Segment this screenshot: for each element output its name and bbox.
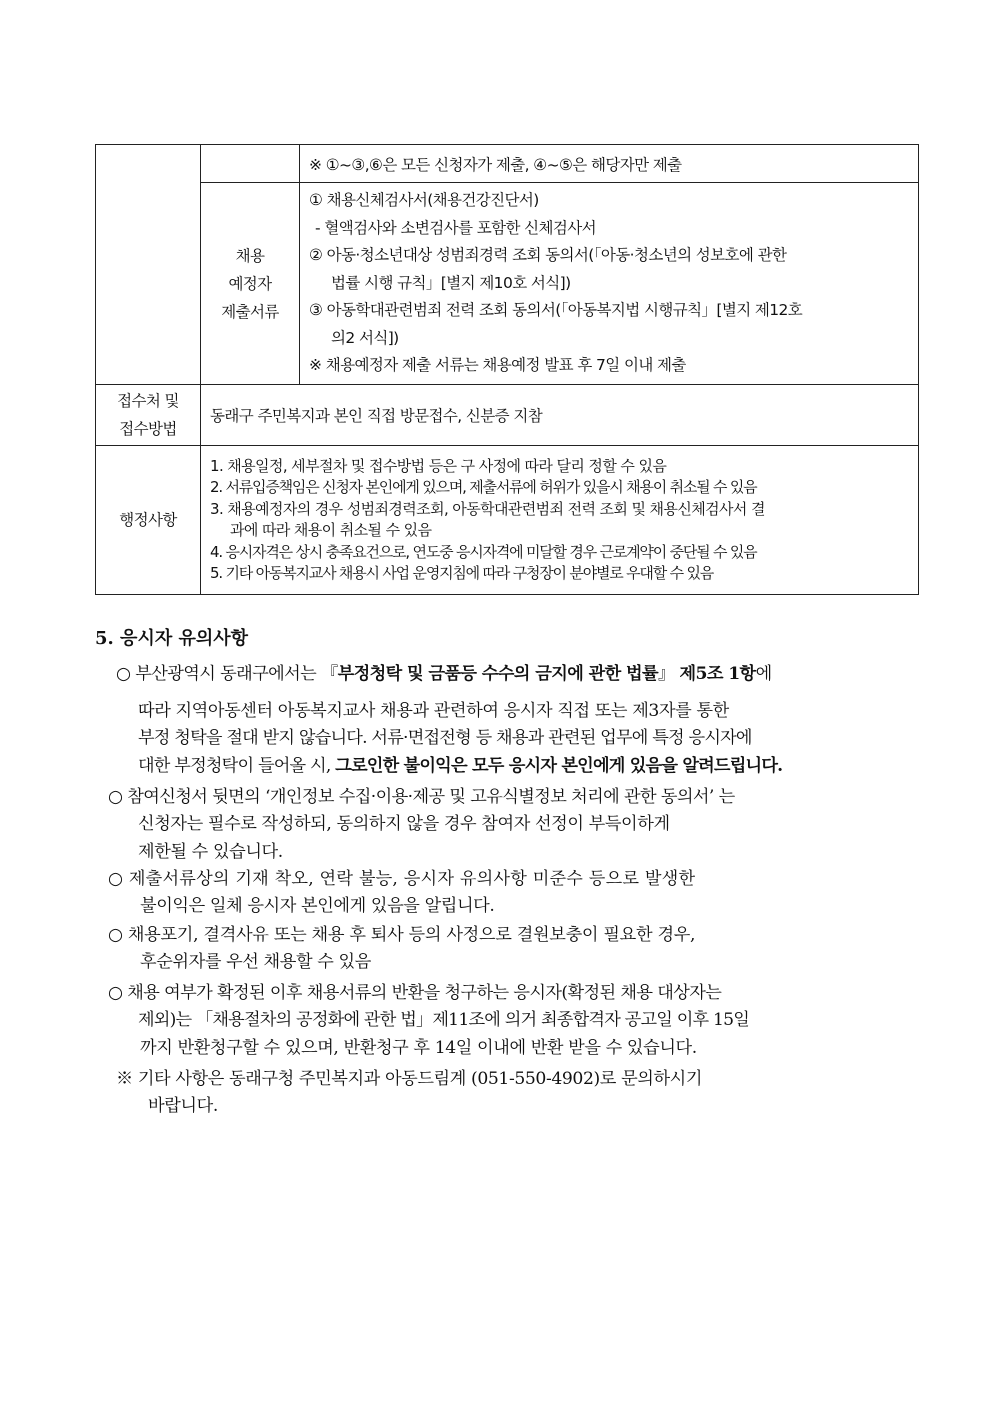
notice-paragraph-1 [116,661,772,688]
prospective-docs-header: 채용 예정자 제출서류 [201,183,300,385]
empty-category-cell [96,145,201,385]
notice-line: 후순위자를 우선 채용할 수 있음 [140,952,371,973]
notice-line: 바랍니다. [148,1096,218,1117]
notice-paragraph-2 [108,784,735,866]
prospective-docs-list [300,183,919,385]
notice-line: ○ 제출서류상의 기재 착오, 연락 불능, 응시자 유의사항 미준수 등으로 발생한 [108,869,696,889]
empty-subcategory-cell [201,145,300,183]
notice-paragraph-4 [108,922,695,977]
notice-line: 불이익은 일체 응시자 본인에게 있음을 알립니다. [140,896,495,917]
notice-paragraph-1-body [138,698,782,780]
reception-value: 동래구 주민복지과 본인 직접 방문접수, 신분증 지참 [201,385,919,446]
notice-line: ○ 부산광역시 동래구에서는 『부정청탁 및 금품등 수수의 금지에 관한 법률』 제5조 1항에 [116,664,772,684]
notice-line: 제외)는 「채용절차의 공정화에 관한 법」제11조에 의거 최종합격자 공고일 이후 15일 [138,1010,750,1031]
notice-line: 까지 반환청구할 수 있으며, 반환청구 후 14일 이내에 반환 받을 수 있습니다. [140,1037,697,1058]
admin-line: 2. 서류입증책임은 신청자 본인에게 있으며, 제출서류에 허위가 있을시 채용이 취소될 수 있음 [210,478,757,496]
reception-header: 접수처 및 접수방법 [96,385,201,446]
doc-line: ② 아동·청소년대상 성범죄경력 조회 동의서(「아동·청소년의 성보호에 관한 [309,246,787,265]
doc-line: ① 채용신체검사서(채용건강진단서) [309,191,539,210]
notice-paragraph-6 [116,1066,702,1121]
doc-line: 의2 서식]) [331,328,399,347]
notice-line: ○ 채용 여부가 확정된 이후 채용서류의 반환을 청구하는 응시자(확정된 채용 대상자는 [108,983,722,1003]
submission-note: ※ ①~③,⑥은 모든 신청자가 제출, ④~⑤은 해당자만 제출 [309,155,682,174]
notice-line: 대한 부정청탁이 들어올 시, 그로인한 불이익은 모두 응시자 본인에게 있음을 알려드립니다. [138,755,783,776]
admin-line: 1. 채용일정, 세부절차 및 접수방법 등은 구 사정에 따라 달리 정할 수 있음 [210,456,667,475]
notice-line: ※ 기타 사항은 동래구청 주민복지과 아동드림계 (051-550-4902)로 문의하시기 [116,1069,703,1089]
notice-line: ○ 참여신청서 뒷면의 ‘개인정보 수집·이용·제공 및 고유식별정보 처리에 관한 동의서’ 는 [108,787,735,807]
submission-note-cell [300,145,919,183]
notice-line: 따라 지역아동센터 아동복지교사 채용과 관련하여 응시자 직접 또는 제3자를 통한 [138,701,729,721]
section-title: 5. 응시자 유의사항 [95,628,249,649]
notice-line: 제한될 수 있습니다. [138,841,283,862]
doc-line: - 혈액검사와 소변검사를 포함한 신체검사서 [315,218,597,237]
notice-paragraph-5 [108,980,749,1062]
doc-line: ※ 채용예정자 제출 서류는 채용예정 발표 후 7일 이내 제출 [309,356,686,375]
admin-line: 4. 응시자격은 상시 충족요건으로, 연도중 응시자격에 미달할 경우 근로계약이 중단될 수 있음 [210,542,757,561]
admin-line: 5. 기타 아동복지교사 채용시 사업 운영지침에 따라 구청장이 분야별로 우대할 수 있음 [210,564,714,582]
notice-line: 신청자는 필수로 작성하되, 동의하지 않을 경우 참여자 선정이 부득이하게 [138,814,670,835]
admin-list [201,446,919,595]
doc-line: ③ 아동학대관련범죄 전력 조회 동의서(「아동복지법 시행규칙」[별지 제12호 [309,301,803,320]
recruitment-info-table [95,144,919,595]
admin-header: 행정사항 [96,446,201,595]
doc-line: 법률 시행 규칙」[별지 제10호 서식]) [331,273,571,292]
admin-line: 3. 채용예정자의 경우 성범죄경력조회, 아동학대관련범죄 전력 조회 및 채용신체검사서 결 [210,499,765,518]
notice-line: ○ 채용포기, 결격사유 또는 채용 후 퇴사 등의 사정으로 결원보충이 필요한 경우, [108,925,696,945]
notice-line: 부정 청탁을 절대 받지 않습니다. 서류·면접전형 등 채용과 관련된 업무에 특정 응시자에 [138,728,752,749]
admin-line: 과에 따라 채용이 취소될 수 있음 [230,521,432,539]
notice-paragraph-3 [108,866,695,921]
